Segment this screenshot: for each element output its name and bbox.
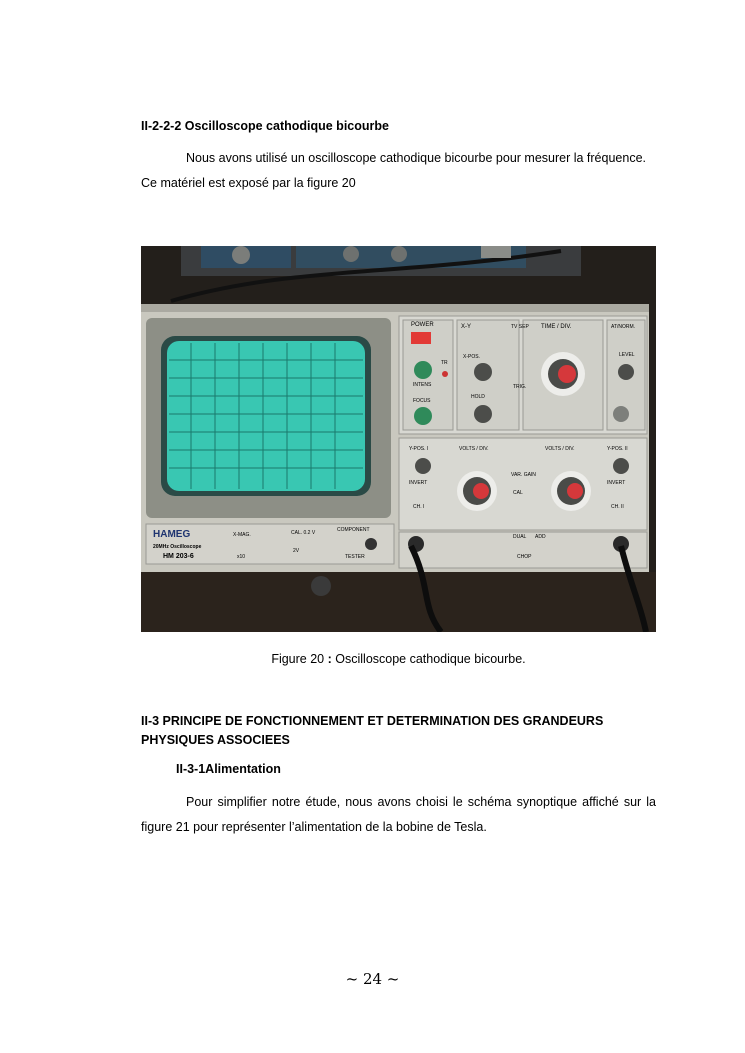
label-timediv: TIME / DIV. (541, 324, 572, 330)
label-xmag: X-MAG. (233, 532, 251, 538)
label-power: POWER (411, 322, 434, 328)
figure-caption-label: Figure 20 (271, 652, 325, 666)
label-model-line: 20MHz Oscilloscope (153, 544, 202, 550)
label-tvsep: TV SEP (511, 324, 529, 330)
label-voltsdiv1: VOLTS / DIV. (459, 446, 489, 452)
label-cal: CAL (513, 490, 523, 496)
label-ypos2: Y-POS. II (607, 446, 628, 452)
label-invert1: INVERT (409, 480, 428, 486)
label-ypos1: Y-POS. I (409, 446, 429, 452)
label-component: COMPONENT (337, 527, 370, 533)
subsection-heading: II-3-1Alimentation (176, 762, 281, 776)
figure-caption-separator: : (327, 652, 332, 666)
figure-caption (141, 652, 656, 666)
label-intens: INTENS (413, 382, 432, 388)
label-invert2: INVERT (607, 480, 626, 486)
label-trig: TRIG. (513, 384, 527, 390)
page-number: ~ 24 ~ (345, 970, 400, 988)
label-xpos: X-POS. (463, 354, 480, 360)
label-level: LEVEL (619, 352, 635, 358)
label-vargain: VAR. GAIN (511, 472, 536, 478)
main-section-heading: II-3 PRINCIPE DE FONCTIONNEMENT ET DETERMINATION DES GRANDEURS PHYSIQUES ASSOCIEES (141, 714, 604, 747)
label-tester: TESTER (345, 554, 365, 560)
intro-paragraph: Nous avons utilisé un oscilloscope cathodique bicourbe pour mesurer la fréquence. Ce matériel est exposé par la figure 20 (141, 151, 646, 190)
label-voltsdiv2: VOLTS / DIV. (545, 446, 575, 452)
figure-caption-text: Oscilloscope cathodique bicourbe. (335, 652, 526, 666)
label-add: ADD (535, 534, 546, 540)
label-xy: X-Y (461, 324, 472, 330)
body-paragraph: Pour simplifier notre étude, nous avons choisi le schéma synoptique affiché sur la figure 21 pour représenter l’alimentation de la bobine de Tesla. (141, 795, 656, 834)
label-atnorm: AT/NORM. (611, 324, 636, 330)
label-cal2v: 2V (293, 548, 300, 554)
label-brand: HAMEG (153, 529, 191, 540)
label-chop: CHOP (517, 554, 532, 560)
label-ch1: CH. I (413, 504, 425, 510)
label-ch2: CH. II (611, 504, 624, 510)
label-x10: x10 (237, 554, 246, 560)
label-focus: FOCUS (413, 398, 431, 404)
label-hold: HOLD (471, 394, 485, 400)
label-dual: DUAL (513, 534, 527, 540)
label-cal02: CAL. 0.2 V (291, 530, 316, 536)
section-heading: II-2-2-2 Oscilloscope cathodique bicourbe (141, 119, 389, 133)
label-tr: TR (441, 360, 448, 366)
figure-oscilloscope-photo (141, 246, 656, 632)
label-model: HM 203-6 (163, 553, 194, 560)
